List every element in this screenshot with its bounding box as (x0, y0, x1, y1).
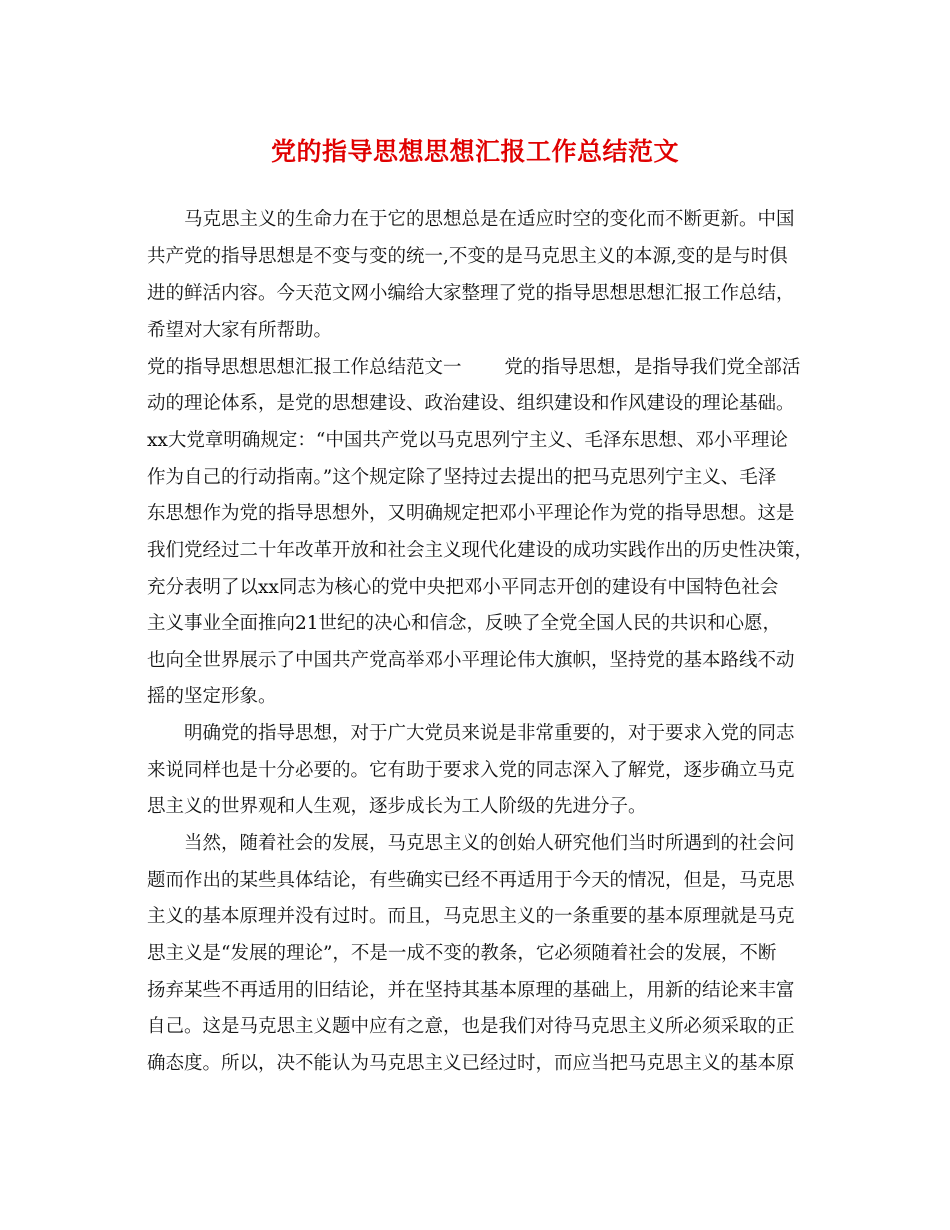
body-line: 明确党的指导思想，对于广大党员来说是非常重要的，对于要求入党的同志 (184, 723, 795, 744)
body-line: 我们党经过二十年改革开放和社会主义现代化建设的成功实践作出的历史性决策， (147, 540, 814, 561)
body-line: xx大党章明确规定：“中国共产党以马克思列宁主义、毛泽东思想、邓小平理论 (147, 430, 788, 451)
body-line: 希望对大家有所帮助。 (147, 320, 333, 341)
body-line: 确态度。所以，决不能认为马克思主义已经过时，而应当把马克思主义的基本原 (147, 1053, 795, 1074)
body-line: 共产党的指导思想是不变与变的统一,不变的是马克思主义的本源,变的是与时俱 (147, 246, 788, 267)
body-line: 也向全世界展示了中国共产党高举邓小平理论伟大旗帜，坚持党的基本路线不动 (147, 650, 795, 671)
body-line: 进的鲜活内容。今天范文网小编给大家整理了党的指导思想思想汇报工作总结， (147, 283, 795, 304)
body-line: 思主义的世界观和人生观，逐步成长为工人阶级的先进分子。 (147, 796, 647, 817)
body-line: 充分表明了以xx同志为核心的党中央把邓小平同志开创的建设有中国特色社会 (147, 577, 779, 598)
body-line: 自己。这是马克思主义题中应有之意，也是我们对待马克思主义所必须采取的正 (147, 1016, 795, 1037)
body-line: 动的理论体系，是党的思想建设、政治建设、组织建设和作风建设的理论基础。 (147, 393, 795, 414)
body-line: 扬弃某些不再适用的旧结论，并在坚持其基本原理的基础上，用新的结论来丰富 (147, 980, 795, 1001)
body-line: 主义事业全面推向21世纪的决心和信念，反映了全党全国人民的共识和心愿， (147, 613, 782, 634)
body-line: 东思想作为党的指导思想外，又明确规定把邓小平理论作为党的指导思想。这是 (147, 503, 795, 524)
body-line: 党的指导思想思想汇报工作总结范文一 党的指导思想，是指导我们党全部活 (147, 357, 801, 378)
body-line: 主义的基本原理并没有过时。而且，马克思主义的一条重要的基本原理就是马克 (147, 906, 795, 927)
body-line: 马克思主义的生命力在于它的思想总是在适应时空的变化而不断更新。中国 (184, 209, 795, 230)
body-line: 题而作出的某些具体结论，有些确实已经不再适用于今天的情况，但是，马克思 (147, 870, 795, 891)
document-title: 党的指导思想思想汇报工作总结范文 (270, 137, 679, 166)
body-line: 思主义是“发展的理论”，不是一成不变的教条，它必须随着社会的发展，不断 (147, 943, 777, 964)
body-line: 摇的坚定形象。 (147, 686, 277, 707)
body-line: 作为自己的行动指南。”这个规定除了坚持过去提出的把马克思列宁主义、毛泽 (147, 467, 777, 488)
body-line: 当然，随着社会的发展，马克思主义的创始人研究他们当时所遇到的社会问 (184, 833, 795, 854)
body-line: 来说同样也是十分必要的。它有助于要求入党的同志深入了解党，逐步确立马克 (147, 760, 795, 781)
